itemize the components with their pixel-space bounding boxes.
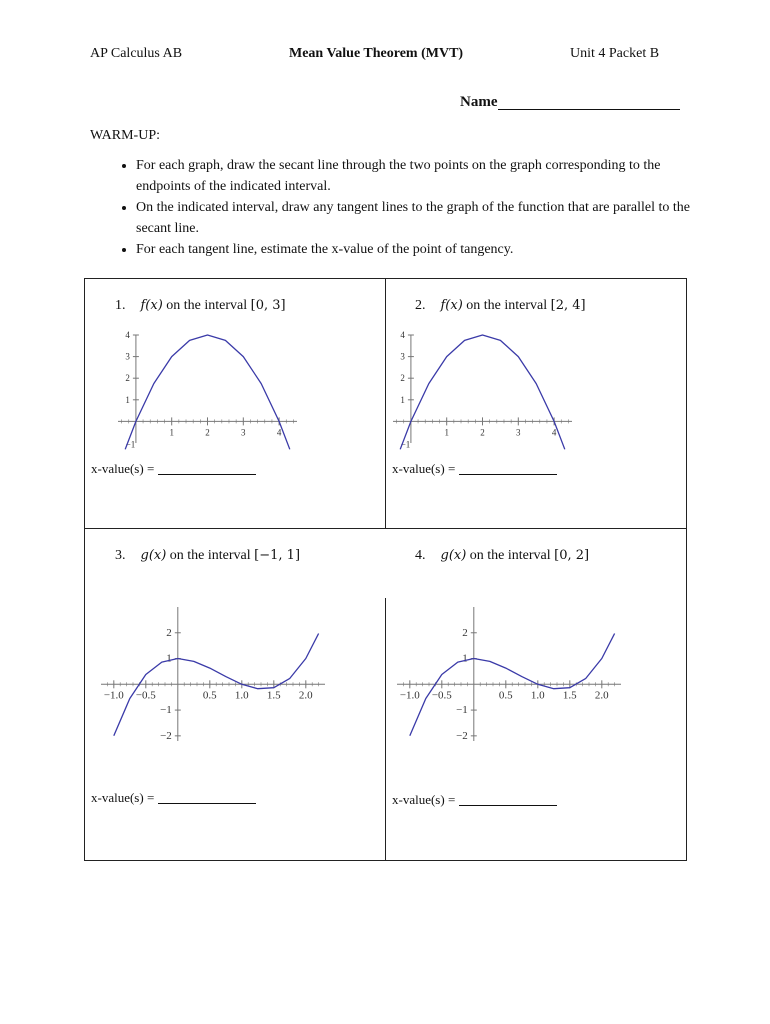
cell-divider-horizontal: [85, 528, 686, 529]
x-tick-label: −0.5: [431, 689, 452, 702]
name-label: Name: [460, 94, 498, 110]
y-tick-label: 1: [400, 394, 405, 405]
y-tick-label: 3: [400, 351, 405, 362]
problem-2-answer: [392, 461, 557, 477]
function-name: g(x): [440, 548, 467, 563]
instruction-item: • On the indicated interval, draw any tangent lines to the graph of the function that are parallel to the secant line.: [136, 197, 716, 239]
interval: [−1, 1]: [254, 548, 301, 563]
x-tick-label: −1.0: [103, 689, 124, 702]
x-tick-label: 1: [169, 427, 174, 438]
x-tick-label: −0.5: [135, 689, 156, 702]
y-tick-label: 4: [125, 330, 130, 340]
x-tick-label: 1.0: [530, 689, 545, 702]
x-tick-label: 3: [516, 427, 521, 438]
function-name: g(x): [140, 548, 167, 563]
y-tick-label: 2: [400, 373, 405, 384]
x-tick-label: 4: [551, 427, 557, 438]
graph-problem-4: [389, 599, 629, 749]
problem-1-prompt: [115, 298, 286, 314]
problem-1-answer: [91, 461, 256, 477]
problem-text: on the interval: [166, 298, 248, 313]
x-tick-label: 1.5: [266, 689, 281, 702]
interval: [0, 3]: [250, 298, 286, 313]
problem-number: 4.: [415, 548, 426, 563]
x-tick-label: 0.5: [498, 689, 513, 702]
answer-label: x-value(s) =: [392, 461, 456, 476]
answer-blank[interactable]: [158, 474, 256, 475]
x-tick-label: 2.0: [298, 689, 313, 702]
problem-text: on the interval: [466, 298, 548, 313]
y-tick-label: 2: [462, 626, 468, 639]
y-tick-label: −1: [160, 704, 172, 717]
interval: [2, 4]: [550, 298, 586, 313]
x-neg-label: −1: [400, 439, 411, 450]
x-tick-label: −1.0: [399, 689, 420, 702]
y-tick-label: 2: [125, 373, 130, 384]
problem-3-answer: [91, 790, 256, 806]
function-name: f(x): [140, 298, 163, 313]
problem-number: 3.: [115, 548, 126, 563]
interval: [0, 2]: [554, 548, 590, 563]
y-tick-label: 2: [166, 626, 172, 639]
problem-number: 2.: [415, 298, 426, 313]
answer-blank[interactable]: [459, 474, 557, 475]
x-tick-label: 1.0: [234, 689, 249, 702]
problem-4-answer: [392, 792, 557, 808]
answer-label: x-value(s) =: [392, 792, 456, 807]
x-tick-label: 4: [276, 427, 282, 438]
cell-divider-vertical: [385, 598, 386, 860]
instruction-item: • For each tangent line, estimate the x-value of the point of tangency.: [136, 239, 716, 260]
answer-blank[interactable]: [158, 803, 256, 804]
x-tick-label: 1.5: [562, 689, 577, 702]
answer-label: x-value(s) =: [91, 790, 155, 805]
problem-text: on the interval: [169, 548, 251, 563]
x-tick-label: 2.0: [594, 689, 609, 702]
problem-3-prompt: [115, 548, 300, 564]
instructions-list: [112, 155, 716, 260]
instruction-item: • For each graph, draw the secant line through the two points on the graph corresponding to the endpoints of the indicated interval.: [136, 155, 716, 197]
x-tick-label: 1: [444, 427, 449, 438]
x-neg-label: −1: [125, 439, 136, 450]
name-blank-line[interactable]: [498, 109, 680, 110]
worksheet-title: Mean Value Theorem (MVT): [289, 46, 464, 61]
problem-2-prompt: [415, 298, 586, 314]
graph-problem-1: [110, 327, 305, 451]
problem-4-prompt: [415, 548, 589, 564]
graph-problem-3: [93, 599, 333, 749]
problems-grid: [84, 278, 687, 861]
unit-label: Unit 4 Packet B: [570, 46, 660, 61]
course-name: AP Calculus AB: [90, 46, 183, 61]
y-tick-label: −1: [456, 704, 468, 717]
y-tick-label: 1: [125, 394, 130, 405]
function-name: f(x): [440, 298, 463, 313]
x-tick-label: 3: [241, 427, 246, 438]
y-tick-label: −2: [456, 729, 468, 742]
y-tick-label: 1: [166, 652, 172, 665]
answer-blank[interactable]: [459, 805, 557, 806]
y-tick-label: 3: [125, 351, 130, 362]
problem-text: on the interval: [469, 548, 551, 563]
x-tick-label: 2: [480, 427, 485, 438]
problem-number: 1.: [115, 298, 126, 313]
y-tick-label: 1: [462, 652, 468, 665]
answer-label: x-value(s) =: [91, 461, 155, 476]
graph-problem-2: [385, 327, 580, 451]
y-tick-label: 4: [400, 330, 405, 340]
warmup-heading: WARM-UP:: [90, 128, 161, 143]
x-tick-label: 0.5: [202, 689, 217, 702]
y-tick-label: −2: [160, 729, 172, 742]
x-tick-label: 2: [205, 427, 210, 438]
